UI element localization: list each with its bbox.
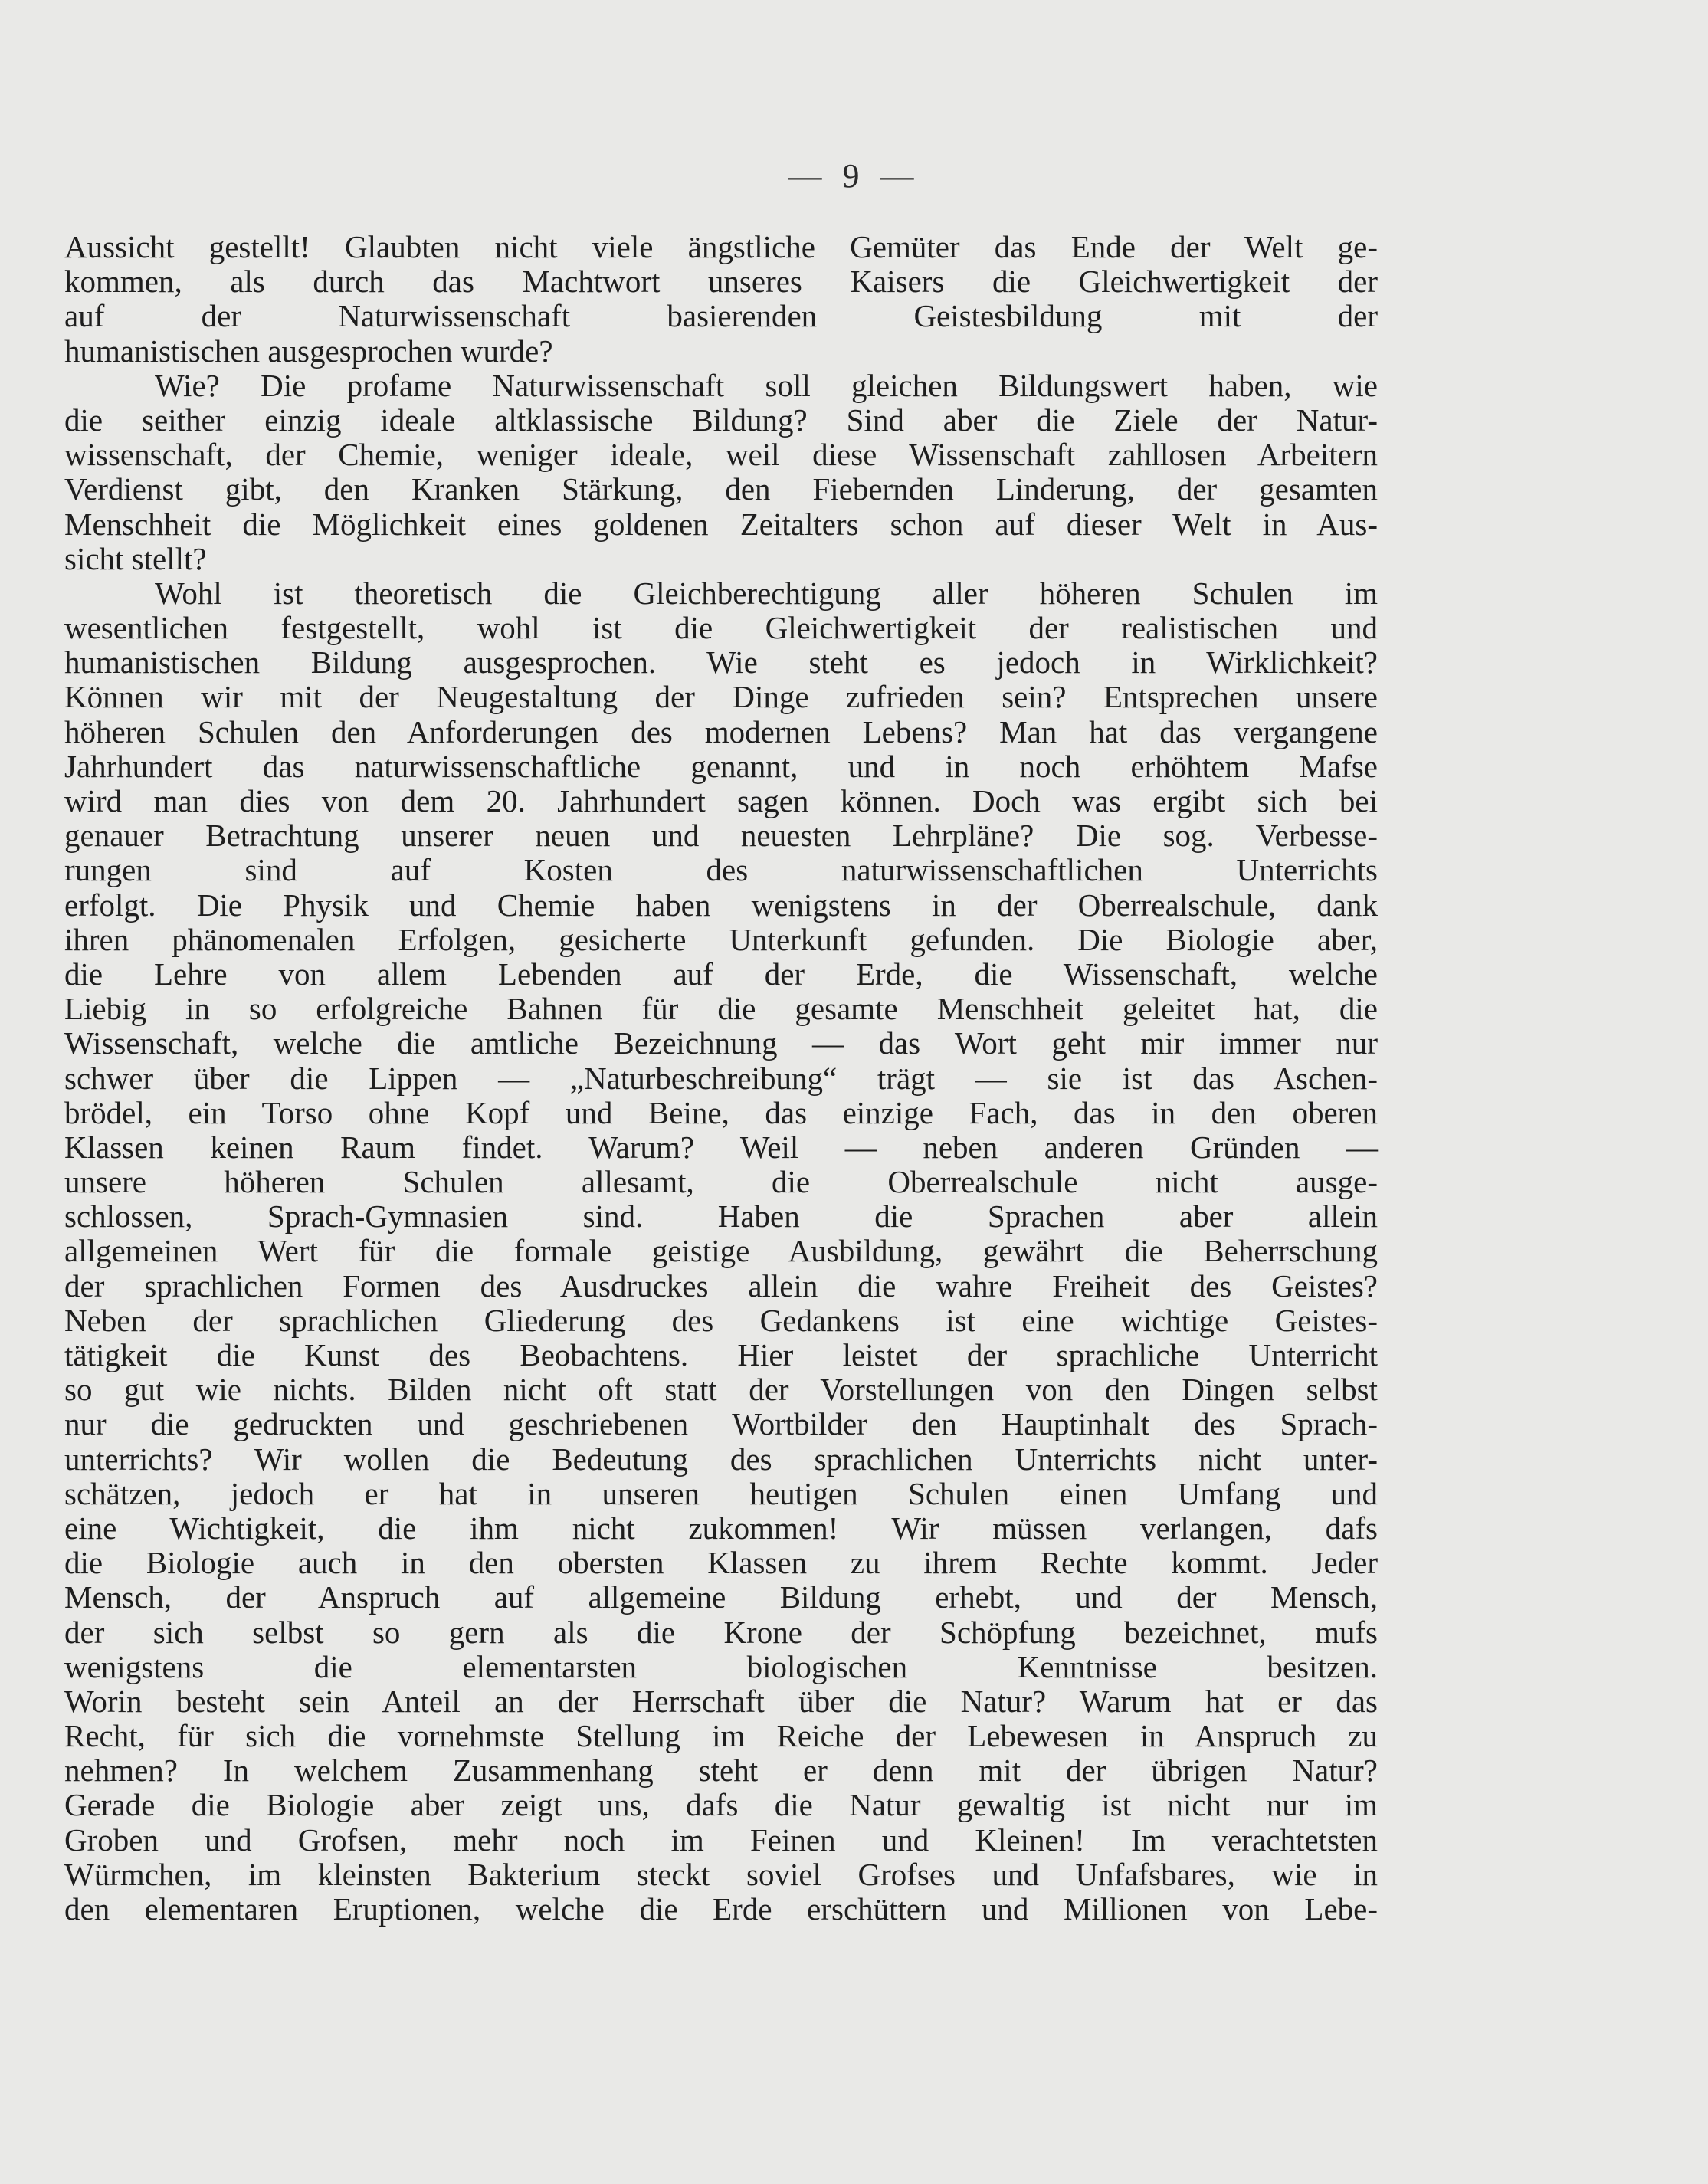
text-line: sicht stellt? (64, 540, 207, 576)
body-text (64, 230, 1378, 1927)
text-line: humanistischen ausgesprochen wurde? (64, 333, 553, 369)
text-line: unsere höheren Schulen allesamt, die Oberrealschule nicht ausge- (64, 1164, 1378, 1200)
text-line: humanistischen Bildung ausgesprochen. Wie steht es jedoch in Wirklichkeit? (64, 644, 1378, 680)
text-line: erfolgt. Die Physik und Chemie haben wenigstens in der Oberrealschule, dank (64, 887, 1378, 923)
text-line: rungen sind auf Kosten des naturwissenschaftlichen Unterrichts (64, 852, 1378, 888)
text-line: Recht, für sich die vornehmste Stellung im Reiche der Lebewesen in Anspruch zu (64, 1718, 1378, 1754)
text-line: eine Wichtigkeit, die ihm nicht zukommen! Wir müssen verlangen, dafs (64, 1510, 1378, 1546)
text-line: Können wir mit der Neugestaltung der Dinge zufrieden sein? Entsprechen unsere (64, 679, 1378, 715)
text-line: wenigstens die elementarsten biologischen Kenntnisse besitzen. (64, 1648, 1378, 1684)
text-line: Wissenschaft, welche die amtliche Bezeichnung — das Wort geht mir immer nur (64, 1025, 1378, 1061)
text-line: so gut wie nichts. Bilden nicht oft statt der Vorstellungen von den Dingen selbst (64, 1372, 1378, 1408)
text-line: Mensch, der Anspruch auf allgemeine Bildung erhebt, und der Mensch, (64, 1579, 1378, 1615)
text-line: höheren Schulen den Anforderungen des modernen Lebens? Man hat das vergangene (64, 713, 1378, 749)
text-line: Groben und Grofsen, mehr noch im Feinen und Kleinen! Im verachtetsten (64, 1822, 1378, 1858)
text-line: den elementaren Eruptionen, welche die Erde erschüttern und Millionen von Lebe- (64, 1891, 1378, 1927)
text-line: Menschheit die Möglichkeit eines goldenen Zeitalters schon auf dieser Welt in Aus- (64, 506, 1378, 542)
text-line: Wohl ist theoretisch die Gleichberechtigung aller höheren Schulen im (155, 575, 1378, 611)
text-line: Gerade die Biologie aber zeigt uns, dafs die Natur gewaltig ist nicht nur im (64, 1787, 1378, 1823)
text-line: wissenschaft, der Chemie, weniger ideale, weil diese Wissenschaft zahllosen Arbeitern (64, 437, 1378, 473)
text-line: unterrichts? Wir wollen die Bedeutung des sprachlichen Unterrichts nicht unter- (64, 1441, 1378, 1477)
text-line: die Biologie auch in den obersten Klassen zu ihrem Rechte kommt. Jeder (64, 1545, 1378, 1581)
text-line: der sprachlichen Formen des Ausdruckes allein die wahre Freiheit des Geistes? (64, 1267, 1378, 1304)
text-line: Würmchen, im kleinsten Bakterium steckt soviel Grofses und Unfafsbares, wie in (64, 1856, 1378, 1892)
text-line: schätzen, jedoch er hat in unseren heutigen Schulen einen Umfang und (64, 1475, 1378, 1511)
text-line: genauer Betrachtung unserer neuen und neuesten Lehrpläne? Die sog. Verbesse- (64, 818, 1378, 854)
text-line: nehmen? In welchem Zusammenhang steht er denn mit der übrigen Natur? (64, 1753, 1378, 1789)
text-line: wird man dies von dem 20. Jahrhundert sagen können. Doch was ergibt sich bei (64, 783, 1378, 818)
text-line: Verdienst gibt, den Kranken Stärkung, den Fiebernden Linderung, der gesamten (64, 471, 1378, 507)
text-line: allgemeinen Wert für die formale geistige Ausbildung, gewährt die Beherrschung (64, 1233, 1378, 1269)
text-line: nur die gedruckten und geschriebenen Wortbilder den Hauptinhalt des Sprach- (64, 1406, 1378, 1442)
text-line: der sich selbst so gern als die Krone der Schöpfung bezeichnet, mufs (64, 1614, 1378, 1650)
text-line: Liebig in so erfolgreiche Bahnen für die gesamte Menschheit geleitet hat, die (64, 991, 1378, 1027)
text-line: Worin besteht sein Anteil an der Herrschaft über die Natur? Warum hat er das (64, 1683, 1378, 1719)
text-line: Wie? Die profame Naturwissenschaft soll gleichen Bildungswert haben, wie (155, 367, 1378, 403)
text-line: kommen, als durch das Machtwort unseres Kaisers die Gleichwertigkeit der (64, 264, 1378, 300)
text-line: Neben der sprachlichen Gliederung des Gedankens ist eine wichtige Geistes- (64, 1302, 1378, 1338)
text-line: Jahrhundert das naturwissenschaftliche genannt, und in noch erhöhtem Mafse (64, 748, 1378, 784)
text-line: schlossen, Sprach-Gymnasien sind. Haben die Sprachen aber allein (64, 1199, 1378, 1235)
text-line: schwer über die Lippen — „Naturbeschreibung“ trägt — sie ist das Aschen- (64, 1060, 1378, 1096)
text-line: auf der Naturwissenschaft basierenden Geistesbildung mit der (64, 298, 1378, 334)
text-line: Aussicht gestellt! Glaubten nicht viele ängstliche Gemüter das Ende der Welt ge- (64, 229, 1378, 264)
page-number: — 9 — (788, 157, 920, 195)
text-line: wesentlichen festgestellt, wohl ist die Gleichwertigkeit der realistischen und (64, 610, 1378, 646)
text-line: ihren phänomenalen Erfolgen, gesicherte Unterkunft gefunden. Die Biologie aber, (64, 921, 1378, 957)
text-line: tätigkeit die Kunst des Beobachtens. Hier leistet der sprachliche Unterricht (64, 1337, 1378, 1372)
text-line: Klassen keinen Raum findet. Warum? Weil — neben anderen Gründen — (64, 1129, 1378, 1165)
text-line: die Lehre von allem Lebenden auf der Erde, die Wissenschaft, welche (64, 956, 1378, 992)
text-line: brödel, ein Torso ohne Kopf und Beine, das einzige Fach, das in den oberen (64, 1094, 1378, 1130)
text-line: die seither einzig ideale altklassische Bildung? Sind aber die Ziele der Natur- (64, 402, 1378, 438)
